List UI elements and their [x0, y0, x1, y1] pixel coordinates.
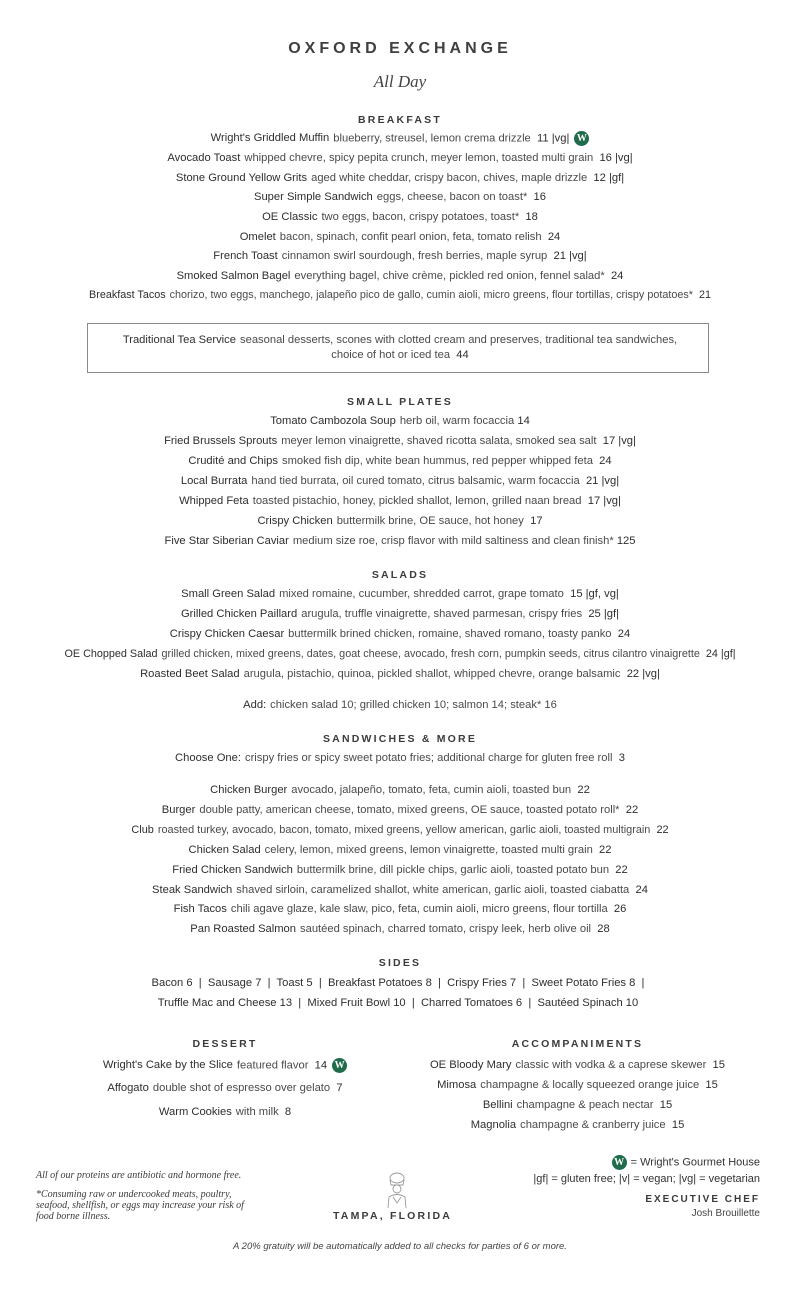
menu-item: Fish Tacos chili agave glaze, kale slaw, pico, feta, cumin aioli, micro greens, flour tortilla 26	[173, 903, 627, 915]
consumption-warning: *Consuming raw or undercooked meats, poultry, seafood, shellfish, or eggs may increase your risk of food borne illness.	[36, 1189, 244, 1222]
menu-item: OE Classic two eggs, bacon, crispy potatoes, toast* 18	[262, 211, 538, 223]
menu-item: Bellini champagne & peach nectar 15	[482, 1099, 673, 1111]
menu-item: Super Simple Sandwich eggs, cheese, bacon on toast* 16	[254, 191, 546, 203]
executive-chef-heading: EXECUTIVE CHEF	[645, 1194, 760, 1205]
menu-item: Wright's Griddled Muffin blueberry, streusel, lemon crema drizzle 11 |vg| W	[0, 131, 800, 146]
menu-item: Magnolia champagne & cranberry juice 15	[470, 1119, 685, 1131]
section-heading-sides: SIDES	[378, 957, 422, 969]
menu-item: Five Star Siberian Caviar medium size roe, crisp flavor with mild saltiness and clean finish* 125	[164, 535, 636, 547]
menu-item: Crispy Chicken Caesar buttermilk brined chicken, romaine, shaved romano, toasty panko 24	[169, 628, 631, 640]
section-heading-dessert: DESSERT	[192, 1038, 258, 1050]
menu-item: Club roasted turkey, avocado, bacon, tomato, mixed greens, yellow american, garlic aioli, toasted multigrain 22	[131, 824, 669, 836]
menu-item: Warm Cookies with milk 8	[158, 1106, 292, 1118]
menu-item: Small Green Salad mixed romaine, cucumber, shredded carrot, grape tomato 15 |gf, vg|	[181, 588, 619, 600]
sandwich-choose-one: Choose One: crispy fries or spicy sweet potato fries; additional charge for gluten free roll 3	[175, 752, 625, 764]
menu-item: OE Chopped Salad grilled chicken, mixed greens, dates, goat cheese, avocado, fresh corn, pumpkin seeds, citrus cilantro vinaigrette 24 |gf|	[64, 648, 736, 660]
tea-service-line1: Traditional Tea Service seasonal desserts, scones with clotted cream and preserves, traditional tea sandwiches,	[122, 334, 678, 346]
page-subtitle: All Day	[373, 72, 427, 91]
menu-item: Avocado Toast whipped chevre, spicy pepita crunch, meyer lemon, toasted multi grain 16 |vg|	[167, 152, 633, 164]
wrights-gourmet-badge-icon: W	[332, 1058, 347, 1073]
salad-add-ons: Add: chicken salad 10; grilled chicken 10; salmon 14; steak* 16	[243, 699, 557, 711]
menu-item: Grilled Chicken Paillard arugula, truffle vinaigrette, shaved parmesan, crispy fries 25 |gf|	[180, 608, 620, 620]
menu-item: Fried Brussels Sprouts meyer lemon vinaigrette, shaved ricotta salata, smoked sea salt 17 |vg|	[164, 435, 636, 447]
menu-item: Chicken Salad celery, lemon, mixed greens, lemon vinaigrette, toasted multi grain 22	[188, 844, 612, 856]
wrights-gourmet-badge-icon: W	[612, 1155, 627, 1170]
section-heading-small-plates: SMALL PLATES	[347, 396, 453, 408]
section-heading-breakfast: BREAKFAST	[358, 114, 442, 126]
location: TAMPA, FLORIDA	[332, 1210, 453, 1222]
menu-item: Pan Roasted Salmon sautéed spinach, charred tomato, crispy leek, herb olive oil 28	[190, 923, 610, 935]
menu-item: French Toast cinnamon swirl sourdough, fresh berries, maple syrup 21 |vg|	[213, 250, 587, 262]
menu-item: Crispy Chicken buttermilk brine, OE sauce, hot honey 17	[257, 515, 543, 527]
sides-line-1: Bacon 6 | Sausage 7 | Toast 5 | Breakfast Potatoes 8 | Crispy Fries 7 | Sweet Potato Fries 8 |	[151, 977, 645, 989]
gratuity-note: A 20% gratuity will be automatically added to all checks for parties of 6 or more.	[233, 1241, 567, 1252]
accompaniments-column	[400, 1038, 755, 1132]
section-heading-salads: SALADS	[371, 569, 429, 581]
page-title: OXFORD EXCHANGE	[288, 40, 512, 57]
menu-item: OE Bloody Mary classic with vodka & a caprese skewer 15	[429, 1059, 725, 1071]
menu-item: Burger double patty, american cheese, tomato, mixed greens, OE sauce, toasted potato roll* 22	[161, 804, 639, 816]
section-heading-sandwiches: SANDWICHES & MORE	[322, 733, 478, 745]
menu-item: Breakfast Tacos chorizo, two eggs, manchego, jalapeño pico de gallo, cumin aioli, micro greens, flour tortillas, crispy potatoes* 21	[89, 289, 711, 301]
menu-item: Omelet bacon, spinach, confit pearl onion, feta, tomato relish 24	[239, 231, 561, 243]
menu-item: Chicken Burger avocado, jalapeño, tomato, feta, cumin aioli, toasted bun 22	[210, 784, 590, 796]
executive-chef-name: Josh Brouillette	[691, 1208, 760, 1219]
sides-line-2: Truffle Mac and Cheese 13 | Mixed Fruit Bowl 10 | Charred Tomatoes 6 | Sautéed Spinach 10	[157, 997, 639, 1009]
menu-item: Mimosa champagne & locally squeezed orange juice 15	[437, 1079, 718, 1091]
menu-item: Local Burrata hand tied burrata, oil cured tomato, citrus balsamic, warm focaccia 21 |vg|	[180, 475, 620, 487]
menu-item: Roasted Beet Salad arugula, pistachio, quinoa, pickled shallot, whipped chevre, orange balsamic 22 |vg|	[140, 668, 660, 680]
menu-item: Crudité and Chips smoked fish dip, white bean hummus, red pepper whipped feta 24	[188, 455, 612, 467]
menu-item: Steak Sandwich shaved sirloin, caramelized shallot, white american, garlic aioli, toasted ciabatta 24	[152, 884, 648, 896]
dessert-column	[40, 1038, 410, 1119]
menu-item: Smoked Salmon Bagel everything bagel, chive crème, pickled red onion, fennel salad* 24	[176, 270, 624, 282]
protein-note: All of our proteins are antibiotic and hormone free.	[36, 1170, 242, 1181]
legend-dietary: |gf| = gluten free; |v| = vegan; |vg| = vegetarian	[533, 1173, 760, 1185]
section-heading-accompaniments: ACCOMPANIMENTS	[511, 1038, 644, 1050]
menu-item: Fried Chicken Sandwich buttermilk brine, dill pickle chips, garlic aioli, toasted potato bun 22	[172, 864, 628, 876]
menu-item: Stone Ground Yellow Grits aged white cheddar, crispy bacon, chives, maple drizzle 12 |gf|	[175, 172, 625, 184]
menu-item: Tomato Cambozola Soup herb oil, warm focaccia 14	[270, 415, 530, 427]
legend-wrights: W = Wright's Gourmet House	[612, 1155, 760, 1170]
wrights-gourmet-badge-icon: W	[574, 131, 589, 146]
tea-service-line2: choice of hot or iced tea 44	[331, 349, 469, 361]
menu-item: Affogato double shot of espresso over gelato 7	[107, 1082, 343, 1094]
chef-illustration-icon	[380, 1170, 414, 1210]
menu-item: Wright's Cake by the Slice featured flavor 14 W	[40, 1058, 410, 1073]
menu-item: Whipped Feta toasted pistachio, honey, pickled shallot, lemon, grilled naan bread 17 |vg|	[179, 495, 621, 507]
